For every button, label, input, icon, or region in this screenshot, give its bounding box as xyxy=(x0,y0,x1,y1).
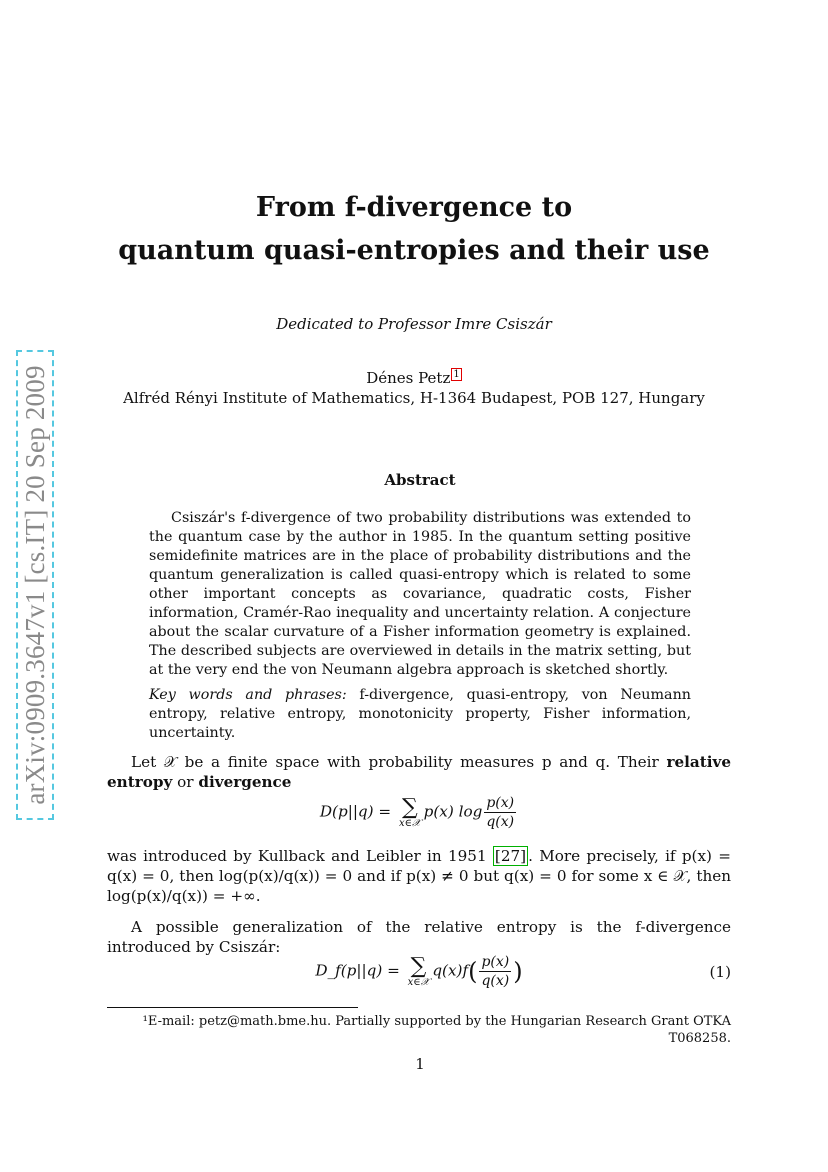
affiliation: Alfréd Rényi Institute of Mathematics, H-1364 Budapest, POB 127, Hungary xyxy=(123,389,705,407)
footnote-rule xyxy=(107,1007,358,1008)
body-paragraph-2 xyxy=(107,846,731,906)
para2-text-b: . More precisely, if p(x) = q(x) = 0, then log(p(x)/q(x)) = 0 and if p(x) ≠ 0 but q(x) = 0 for some x ∈ 𝒳, then log(p(x)/q(x)) = +∞. xyxy=(107,847,731,905)
para1-text-b: or xyxy=(172,773,199,791)
eq2-sum: ∑ x∈𝒳 xyxy=(407,953,430,988)
eq1-fraction xyxy=(484,794,516,831)
keywords xyxy=(149,686,691,743)
equation-f-divergence: D_f(p||q) = ∑ x∈𝒳 q(x)f( $\frac{p(x)}{q(x)}$ ) xyxy=(315,953,523,989)
eq2-denominator: q(x) xyxy=(481,973,510,989)
abstract-text: Csiszár's f-divergence of two probability distributions was extended to the quantum case by the author in 1985. In the quantum setting positive semidefinite matrices are in the place of probability distributions and the quantum generalization is called quasi-entropy which is related to some other important concepts as covariance, quadratic costs, Fisher information, Cramér-Rao inequality and uncertainty relation. A conjecture about the scalar curvature of a Fisher information geometry is explained. The described subjects are overviewed in details in the matrix setting, but at the very end the von Neumann algebra approach is sketched shortly. xyxy=(149,510,691,678)
eq2-sum-sub: x∈𝒳 xyxy=(407,976,430,988)
arxiv-stamp[interactable]: arXiv:0909.3647v1 [cs.IT] 20 Sep 2009 xyxy=(16,350,54,820)
author-footnote-link[interactable]: 1 xyxy=(453,369,460,380)
eq1-term: p(x) log xyxy=(423,802,483,821)
abstract-body xyxy=(149,509,691,680)
eq2-numerator: p(x) xyxy=(481,954,510,970)
para1-text-a: Let 𝒳 be a finite space with probability measures p and q. Their xyxy=(131,753,667,771)
eq2-fraction xyxy=(479,953,511,990)
citation-link-27[interactable]: [27] xyxy=(494,847,527,865)
paper-title-line-2: quantum quasi-entropies and their use xyxy=(118,235,710,266)
eq1-denominator: q(x) xyxy=(486,814,515,830)
body-paragraph-3 xyxy=(107,917,731,957)
equation-number: (1) xyxy=(709,963,731,981)
page-number: 1 xyxy=(415,1055,425,1073)
dedication: Dedicated to Professor Imre Csiszár xyxy=(276,315,552,333)
author-line xyxy=(0,368,828,387)
eq1-sum: ∑ x∈𝒳 xyxy=(398,794,421,829)
para3-text: A possible generalization of the relative entropy is the f-divergence introduced by Csiszár: xyxy=(107,918,731,956)
abstract-heading: Abstract xyxy=(384,471,456,489)
author-name: Dénes Petz xyxy=(366,369,451,387)
equation-relative-entropy xyxy=(107,794,731,831)
paper-title-line-1: From f-divergence to xyxy=(255,192,573,223)
body-paragraph-1 xyxy=(107,752,731,792)
eq1-sum-sub: x∈𝒳 xyxy=(398,817,421,829)
para2-text-a: was introduced by Kullback and Leibler in 1951 xyxy=(107,847,493,865)
eq1-lhs: D(p||q) = xyxy=(319,802,396,821)
eq2-lhs: D_f(p||q) = xyxy=(315,961,405,980)
keywords-list: f-divergence, quasi-entropy, von Neumann entropy, relative entropy, monotonicity property, Fisher information, uncertainty. xyxy=(149,687,691,741)
term-relative-entropy: relative entropy xyxy=(107,753,731,791)
eq1-numerator: p(x) xyxy=(486,795,515,811)
term-divergence: divergence xyxy=(198,773,292,791)
keywords-label: Key words and phrases: xyxy=(149,687,347,703)
footnote: ¹E-mail: petz@math.bme.hu. Partially supported by the Hungarian Research Grant OTKA T068258. xyxy=(142,1014,731,1046)
eq2-term: q(x)f xyxy=(432,961,469,980)
